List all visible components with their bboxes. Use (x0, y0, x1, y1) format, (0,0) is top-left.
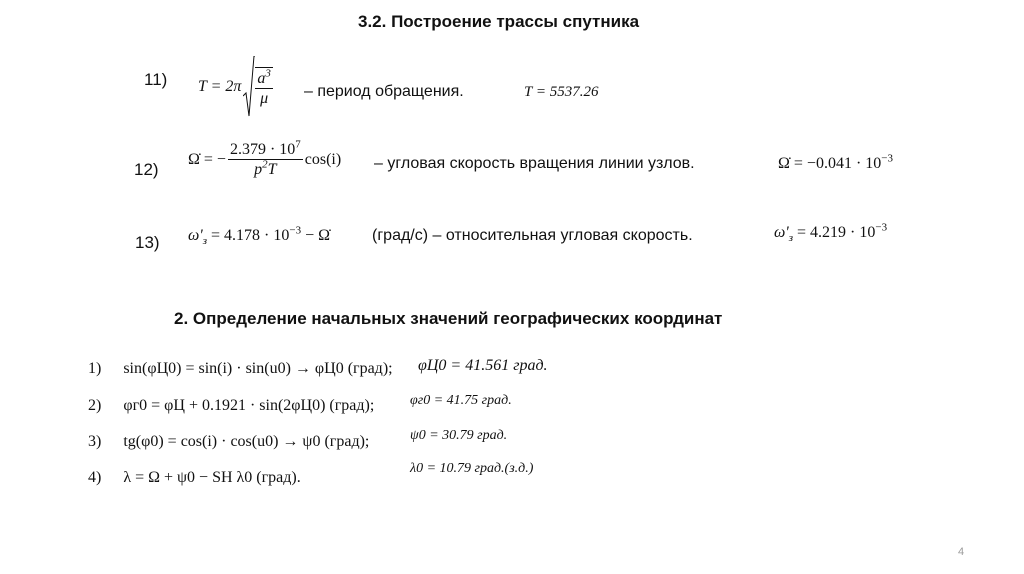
formula-11-description: – период обращения. (304, 83, 464, 100)
formula-12-tail: cos(i) (304, 151, 342, 168)
formula-12-description: – угловая скорость вращения линии узлов. (374, 155, 695, 172)
formula-11-lhs: T = 2π (198, 78, 242, 95)
formula-13-expr-exp: −3 (289, 224, 302, 237)
equation-4-text: λ = Ω + ψ0 − SH λ0 (град). (123, 469, 301, 486)
formula-11-num-base: a (257, 70, 266, 87)
formula-12-den-base: p (254, 161, 263, 178)
slide-title: 3.2. Построение трассы спутника (358, 12, 640, 31)
sqrt-sign-icon (243, 56, 255, 118)
formula-12-den-tail: T (267, 161, 277, 178)
formula-13-symbol-sub: з (202, 235, 208, 248)
section-2-title: 2. Определение начальных значений географических координат (174, 309, 723, 328)
formula-13-result-sub: з (788, 232, 794, 245)
formula-13-symbol: ω' (188, 227, 203, 244)
formula-12-result (778, 152, 893, 173)
formula-12-fraction (228, 138, 303, 178)
equation-2 (88, 397, 374, 415)
equation-3-number: 3) (88, 433, 102, 450)
equation-1-text: sin(φЦ0) = sin(i) · sin(u0) → φЦ0 (град); (123, 360, 393, 377)
formula-13 (188, 224, 331, 248)
formula-13-result-exp: −3 (875, 221, 888, 234)
formula-11-num-exp: 3 (265, 67, 271, 80)
formula-13-result (774, 221, 888, 245)
equation-1 (88, 360, 393, 378)
formula-13-number: 13) (135, 233, 160, 252)
formula-11-result: T = 5537.26 (524, 84, 599, 100)
formula-12-num-exp: 7 (295, 138, 301, 151)
formula-12-num: 2.379 · 10 (229, 141, 296, 158)
equation-4 (88, 469, 301, 487)
equation-3-text: tg(φ0) = cos(i) · cos(u0) → ψ0 (град); (123, 433, 370, 450)
result-4: λ0 = 10.79 град.(з.д.) (410, 461, 534, 476)
formula-12-result-exp: −3 (881, 152, 893, 165)
result-1: φЦ0 = 41.561 град. (418, 357, 548, 374)
result-2: φг0 = 41.75 град. (410, 393, 512, 408)
formula-11-number: 11) (144, 70, 168, 89)
formula-13-expr: = 4.178 · 10 (211, 227, 290, 244)
formula-13-tail: − Ω̇ (305, 227, 331, 244)
formula-11-den: μ (260, 90, 269, 107)
formula-13-result-symbol: ω' (774, 224, 789, 241)
equation-2-text: φг0 = φЦ + 0.1921 · sin(2φЦ0) (град); (123, 397, 375, 414)
equation-1-number: 1) (88, 360, 102, 377)
equation-4-number: 4) (88, 469, 102, 486)
formula-11-radicand (255, 67, 273, 107)
result-3: ψ0 = 30.79 град. (410, 428, 508, 443)
formula-12-result-base: Ω̇ = −0.041 · 10 (778, 155, 882, 172)
formula-12 (188, 138, 342, 178)
formula-12-den-exp: 2 (262, 158, 268, 171)
equation-2-number: 2) (88, 397, 102, 414)
formula-12-number: 12) (134, 160, 159, 179)
formula-11 (198, 56, 275, 118)
formula-13-description: (град/с) – относительная угловая скорость. (372, 227, 693, 244)
formula-13-result-base: = 4.219 · 10 (797, 224, 876, 241)
formula-12-lhs: Ω̇ = − (188, 151, 226, 168)
equation-3 (88, 433, 369, 451)
page-number: 4 (958, 546, 965, 558)
